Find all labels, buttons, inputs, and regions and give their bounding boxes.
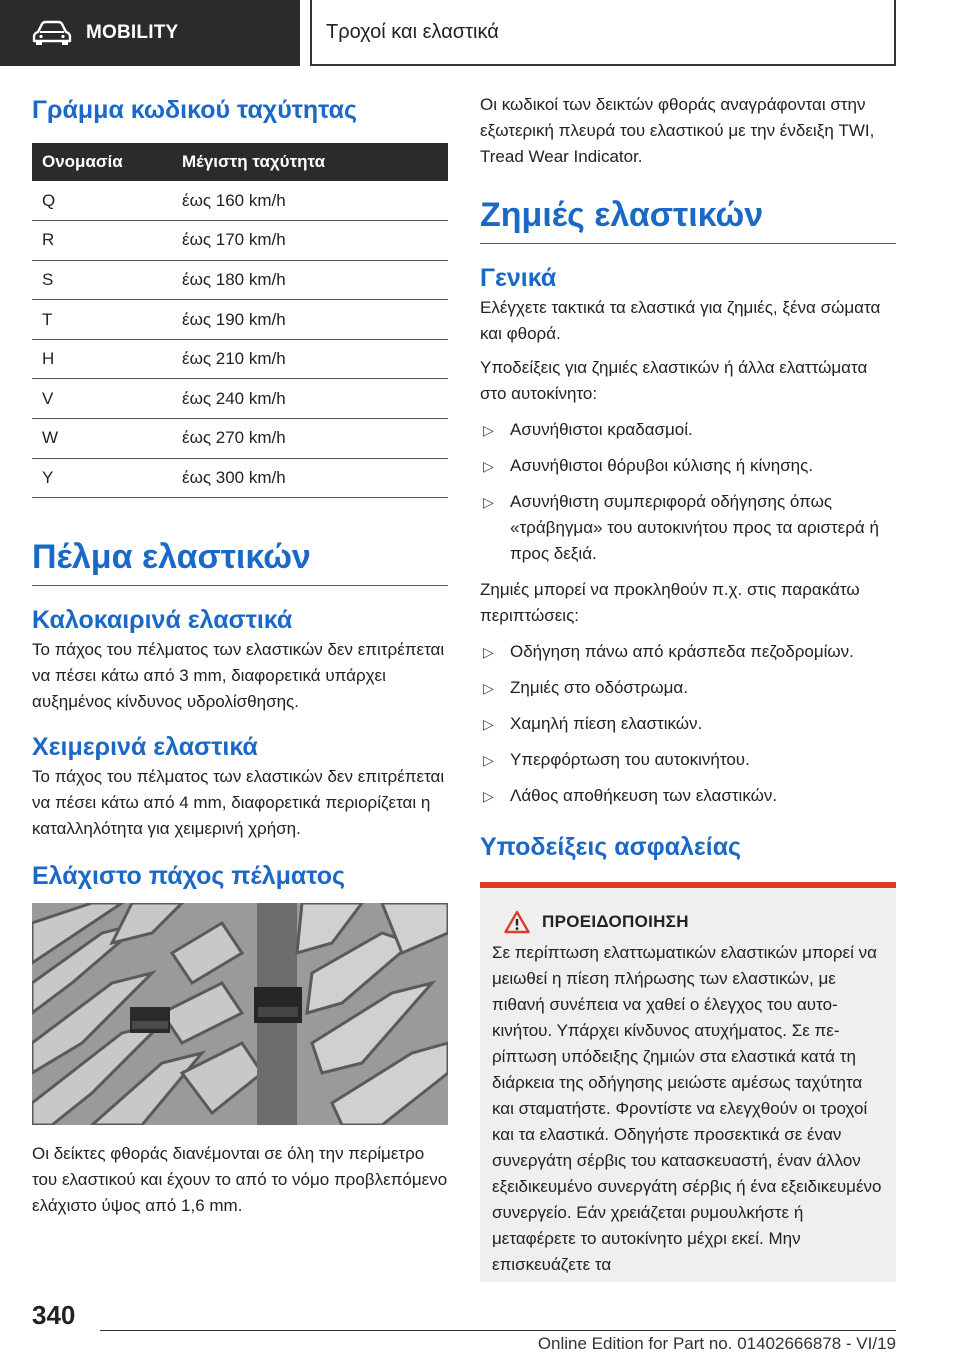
triangle-right-icon: ▷ (483, 644, 494, 660)
left-column (32, 96, 448, 1219)
list-item: ▷ Οδήγηση πάνω από κράσπεδα πεζοδρομίων. (480, 639, 896, 665)
triangle-right-icon: ▷ (483, 494, 494, 510)
edition-note: Online Edition for Part no. 01402666878 - VI/19 (537, 1334, 896, 1353)
table-cell: W (32, 419, 172, 459)
table-cell: έως 210 km/h (172, 339, 448, 379)
tread-wear-indicator-image (32, 903, 448, 1125)
general-text-2: Υποδείξεις για ζημιές ελαστικών ή άλλα ελαττώματα στο αυτοκίνητο: (480, 358, 868, 403)
page-header (0, 0, 960, 66)
list-item: ▷ Ασυνήθιστοι κραδασμοί. (480, 417, 896, 443)
list-item: ▷ Υπερφόρτωση του αυτοκινήτου. (480, 747, 896, 773)
table-header-cell: Μέγιστη ταχύτητα (172, 143, 448, 181)
table-row (32, 339, 448, 379)
table-cell: T (32, 300, 172, 340)
speed-code-heading: Γράμμα κωδικού ταχύτητας (32, 96, 358, 124)
table-row (32, 419, 448, 459)
table-cell: έως 170 km/h (172, 221, 448, 261)
table-row (32, 260, 448, 300)
list-item: ▷ Ζημιές στο οδόστρωμα. (480, 675, 896, 701)
general-heading: Γενικά (480, 264, 557, 292)
table-cell: Q (32, 181, 172, 221)
summer-tires-heading: Καλοκαιρινά ελαστικά (32, 606, 293, 635)
table-cell: V (32, 379, 172, 419)
damage-causes-list (480, 639, 896, 809)
damage-signs-list (480, 417, 896, 567)
table-row (32, 221, 448, 261)
list-item: ▷ Χαμηλή πίεση ελαστικών. (480, 711, 896, 737)
tread-heading: Πέλμα ελαστικών (32, 538, 448, 586)
tread-image-caption: Οι δείκτες φθοράς διανέμονται σε όλη την περίμετρο του ελαστικού και έχουν το από το νόμο προβλεπόμενο ελάχιστο ύψος από 1,6 mm. (32, 1144, 448, 1216)
warning-label: ΠΡΟΕΙΔΟΠΟΙΗΣΗ (542, 912, 689, 931)
triangle-right-icon: ▷ (483, 458, 494, 474)
table-cell: H (32, 339, 172, 379)
table-row (32, 379, 448, 419)
table-row (32, 181, 448, 221)
general-text-3: Ζημιές μπορεί να προκληθούν π.χ. στις παρακάτω περιπτώσεις: (480, 580, 860, 625)
table-cell: έως 160 km/h (172, 181, 448, 221)
winter-tires-heading: Χειμερινά ελαστικά (32, 733, 258, 762)
min-tread-heading: Ελάχιστο πάχος πέλματος (32, 862, 346, 891)
table-row (32, 458, 448, 498)
triangle-right-icon: ▷ (483, 752, 494, 768)
warning-box (480, 882, 896, 1282)
footer-divider (100, 1330, 896, 1331)
section-tab (0, 0, 300, 66)
section-label: MOBILITY (86, 22, 179, 43)
triangle-right-icon: ▷ (483, 788, 494, 804)
table-cell: έως 190 km/h (172, 300, 448, 340)
list-item: ▷ Ασυνήθιστη συμπεριφορά οδήγησης όπως «τράβηγμα» του αυτοκινήτου προς τα αριστερά ή προς δεξιά. (480, 489, 896, 567)
tire-damage-heading: Ζημιές ελαστικών (480, 196, 896, 244)
speed-table (32, 143, 448, 498)
triangle-right-icon: ▷ (483, 680, 494, 696)
table-row (32, 300, 448, 340)
table-cell: Y (32, 458, 172, 498)
warning-header (492, 910, 882, 934)
triangle-right-icon: ▷ (483, 716, 494, 732)
table-cell: έως 240 km/h (172, 379, 448, 419)
page-number: 340 (32, 1300, 76, 1330)
chapter-label: Τροχοί και ελαστικά (326, 20, 499, 43)
table-cell: έως 180 km/h (172, 260, 448, 300)
winter-tires-text: Το πάχος του πέλματος των ελαστικών δεν επιτρέπεται να πέσει κάτω από 4 mm, διαφορετικά περιορίζεται η καταλληλότητα για χειμερινή χρήση. (32, 767, 445, 839)
summer-tires-text: Το πάχος του πέλματος των ελαστικών δεν επιτρέπεται να πέσει κάτω από 3 mm, διαφορετικά υπάρχει αυξημένος κίνδυνος υδρολίσθησης. (32, 640, 445, 712)
safety-heading: Υποδείξεις ασφαλείας (480, 833, 742, 861)
table-header-cell: Ονομασία (32, 143, 172, 181)
table-cell: S (32, 260, 172, 300)
triangle-right-icon: ▷ (483, 422, 494, 438)
warning-text: Σε περίπτωση ελαττωματικών ελαστικών μπορεί να μειωθεί η πίεση πλήρωσης των ελαστικών, με πιθανή συνέπεια να χαθεί ο έλεγχος του αυτοκινήτου. Υπάρχει κίνδυνος ατυχήματος. Σε περίπτωση υπόδειξης ζημιών στα ελαστικά κατά τη διάρκεια της οδήγησης μειώστε αμέσως ταχύτητα και σταματήστε. Φροντίστε να ελεγχθούν οι τροχοί και τα ελαστικά. Οδηγήστε προσεκτικά σε έναν συνεργάτη σέρβις του κατασκευαστή, έναν άλλον εξειδικευμένο συνεργάτη σέρβις ή ένα εξειδικευμένο συνεργείο. Εάν χρειάζεται ρυμουλκήστε ή μεταφέρετε το αυτοκίνητο μέχρι εκεί. Μην επισκευάζετε τα (492, 943, 882, 1274)
chapter-tab (310, 0, 896, 66)
table-header-row (32, 143, 448, 181)
list-item: ▷ Ασυνήθιστοι θόρυβοι κύλισης ή κίνησης. (480, 453, 896, 479)
table-cell: έως 270 km/h (172, 419, 448, 459)
twi-text: Οι κωδικοί των δεικτών φθοράς αναγράφονται στην εξωτερική πλευρά του ελαστικού με την ένδειξη TWI, Tread Wear Indicator. (480, 95, 875, 166)
table-cell: έως 300 km/h (172, 458, 448, 498)
list-item: ▷ Λάθος αποθήκευση των ελαστικών. (480, 783, 896, 809)
car-icon (32, 20, 72, 46)
right-column (480, 96, 896, 1282)
table-cell: R (32, 221, 172, 261)
general-text-1: Ελέγχετε τακτικά τα ελαστικά για ζημιές, ξένα σώματα και φθορά. (480, 298, 881, 343)
warning-triangle-icon (504, 910, 530, 934)
